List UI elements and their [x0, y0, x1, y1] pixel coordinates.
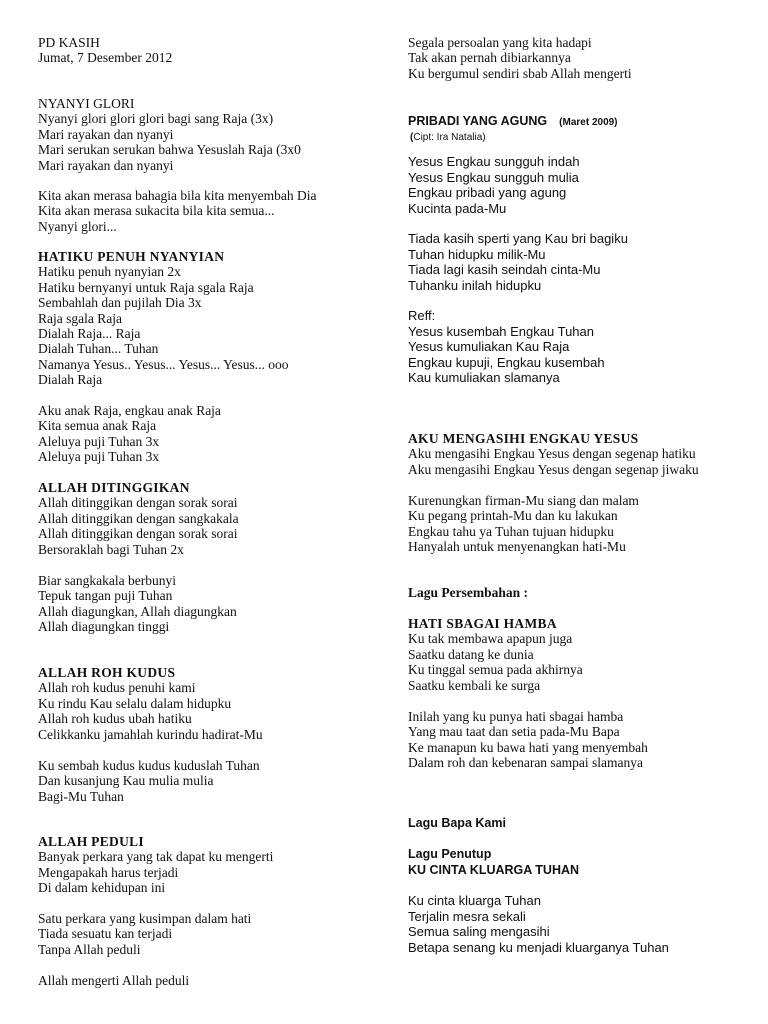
lyric-line: Tanpa Allah peduli: [38, 941, 141, 957]
song-peduli-verse-2: [38, 911, 251, 957]
lyric-line: Aku anak Raja, engkau anak Raja: [38, 403, 221, 418]
song-pribadi-verse-2: [408, 231, 628, 293]
lyric-line: Jumat, 7 Desember 2012: [38, 50, 173, 66]
song-hamba-verse-2: [408, 709, 648, 771]
lyric-line: Dialah Tuhan... Tuhan: [38, 341, 159, 357]
lyric-line: Kita akan merasa bahagia bila kita menyembah Dia: [38, 188, 317, 203]
lyric-line: PD KASIH: [38, 35, 100, 50]
lyric-line: Saatku datang ke dunia: [408, 646, 534, 662]
lyric-line: Yesus kumuliakan Kau Raja: [408, 339, 570, 354]
song-title: ALLAH PEDULI: [38, 834, 144, 849]
song-peduli: [38, 834, 273, 896]
lyric-line: Kita semua anak Raja: [38, 418, 157, 434]
lyric-line: Nyanyi glori glori glori bagi sang Raja (3x): [38, 111, 274, 127]
lyric-line: Kita akan merasa sukacita bila kita semua...: [38, 203, 275, 219]
song-nyanyi-glori: [38, 96, 301, 173]
song-title: HATIKU PENUH NYANYIAN: [38, 249, 225, 264]
lyric-line: Celikkanku jamahlah kurindu hadirat-Mu: [38, 726, 263, 742]
lyric-line: Ku cinta kluarga Tuhan: [408, 893, 541, 908]
lyric-line: Ku pegang printah-Mu dan ku lakukan: [408, 508, 618, 524]
song-title: ALLAH ROH KUDUS: [38, 665, 176, 680]
song-pribadi-reff: [408, 308, 605, 386]
lyric-line: Allah ditinggikan dengan sangkakala: [38, 510, 239, 526]
lyric-line: Yesus kusembah Engkau Tuhan: [408, 323, 594, 339]
song-hamba: [408, 616, 583, 693]
lyric-line: Yesus Engkau sungguh mulia: [408, 169, 579, 185]
lyric-line: Mari serukan serukan bahwa Yesuslah Raja (3x0: [38, 142, 301, 158]
song-nyanyi-glori-verse-2: [38, 188, 317, 234]
lyric-line: Tepuk tangan puji Tuhan: [38, 588, 173, 604]
song-title: PRIBADI YANG AGUNG: [408, 114, 548, 128]
song-hatiku-verse-2: [38, 403, 221, 465]
lyric-line: Yesus Engkau sungguh indah: [408, 154, 580, 169]
lyric-line: Dalam roh dan kebenaran sampai slamanya: [408, 755, 644, 771]
song-title: HATI SBAGAI HAMBA: [408, 616, 557, 631]
section-persembahan: [408, 585, 528, 600]
lyric-line: Banyak perkara yang tak dapat ku mengerti: [38, 849, 274, 865]
song-title: AKU MENGASIHI ENGKAU YESUS: [408, 431, 639, 446]
lyric-line: Kurenungkan firman-Mu siang dan malam: [408, 493, 639, 508]
lyric-line: Tiada kasih sperti yang Kau bri bagiku: [408, 231, 628, 246]
lyric-line: Raja sgala Raja: [38, 310, 122, 326]
lyric-line: Dialah Raja... Raja: [38, 326, 141, 342]
song-verse: [38, 264, 289, 387]
song-penutup-verse: [408, 893, 669, 955]
lyric-line: Kucinta pada-Mu: [408, 200, 507, 216]
lyric-line: Allah diagungkan tinggi: [38, 619, 170, 635]
lyric-line: Ku tak membawa apapun juga: [408, 631, 573, 647]
lyric-line: Terjalin mesra sekali: [408, 908, 526, 924]
lyric-line: Dan kusanjung Kau mulia mulia: [38, 773, 214, 789]
song-title: ALLAH DITINGGIKAN: [38, 480, 190, 495]
lyric-line: Allah ditinggikan dengan sorak sorai: [38, 526, 238, 542]
song-pribadi: [408, 112, 618, 144]
song-ditinggikan-verse-2: [38, 573, 237, 635]
song-verse: [408, 631, 583, 693]
lyric-line: Reff:: [408, 308, 436, 323]
lyric-line: Allah roh kudus ubah hatiku: [38, 711, 192, 727]
paren-open: (: [410, 131, 414, 143]
lyric-line: Mengapakah harus terjadi: [38, 864, 179, 880]
lyric-line: Engkau pribadi yang agung: [408, 185, 567, 200]
lyric-line: Di dalam kehidupan ini: [38, 880, 166, 896]
lyric-line: Dialah Raja: [38, 372, 103, 388]
song-roh-kudus: [38, 665, 263, 742]
lyric-line: Allah mengerti Allah peduli: [38, 973, 190, 988]
song-mengasihi-verse-2: [408, 493, 639, 555]
song-ditinggikan: [38, 480, 239, 557]
lyric-line: Bersoraklah bagi Tuhan 2x: [38, 541, 184, 557]
lyric-line: Saatku kembali ke surga: [408, 677, 541, 693]
lyric-line: Sembahlah dan pujilah Dia 3x: [38, 295, 202, 311]
lyric-line: Yang mau taat dan setia pada-Mu Bapa: [408, 724, 620, 740]
lyric-line: Hatiku bernyanyi untuk Raja sgala Raja: [38, 279, 254, 295]
lyric-line: Allah roh kudus penuhi kami: [38, 680, 196, 696]
section-label: Lagu Penutup: [408, 847, 492, 861]
lyric-line: Ke manapun ku bawa hati yang menyembah: [408, 739, 648, 755]
lyric-line: Tuhanku inilah hidupku: [408, 277, 542, 293]
lyric-line: Mari rayakan dan nyanyi: [38, 126, 174, 142]
song-penutup: [408, 847, 579, 878]
lyric-line: Mari rayakan dan nyanyi: [38, 157, 174, 173]
section-label: Lagu Bapa Kami: [408, 816, 506, 830]
section-label: Lagu Persembahan :: [408, 585, 529, 600]
lyric-line: Aku mengasihi Engkau Yesus dengan segenap jiwaku: [408, 461, 699, 477]
lyric-line: Tuhan hidupku milik-Mu: [408, 246, 546, 262]
song-date: (Maret 2009): [559, 117, 618, 128]
song-verse: [38, 849, 273, 895]
lyric-line: Tiada lagi kasih seindah cinta-Mu: [408, 262, 601, 277]
lyric-line: Nyanyi glori...: [38, 218, 117, 234]
lyric-line: Betapa senang ku menjadi kluarganya Tuhan: [408, 939, 669, 955]
lyric-line: Allah diagungkan, Allah diagungkan: [38, 603, 237, 619]
lyric-line: Ku bergumul sendiri sbab Allah mengerti: [408, 65, 632, 81]
lyric-line: Allah ditinggikan dengan sorak sorai: [38, 495, 238, 511]
lyric-line: Segala persoalan yang kita hadapi: [408, 35, 592, 50]
lyric-line: Ku rindu Kau selalu dalam hidupku: [38, 695, 232, 711]
song-verse: [38, 680, 263, 742]
song-composer: Cipt: Ira Natalia): [413, 131, 486, 143]
song-mengasihi: [408, 431, 699, 477]
song-verse: [408, 446, 699, 477]
lyric-line: Namanya Yesus.. Yesus... Yesus... Yesus... ooo: [38, 356, 289, 372]
lyric-line: Ku sembah kudus kudus kuduslah Tuhan: [38, 758, 260, 773]
song-verse: [38, 495, 239, 557]
lyric-line: Semua saling mengasihi: [408, 924, 550, 939]
lyric-line: Aleluya puji Tuhan 3x: [38, 433, 160, 449]
song-pribadi-verse-1: [408, 154, 580, 216]
lyric-line: Aleluya puji Tuhan 3x: [38, 449, 160, 465]
lyric-line: Biar sangkakala berbunyi: [38, 573, 176, 588]
song-title: KU CINTA KLUARGA TUHAN: [408, 862, 580, 877]
song-hatiku: [38, 249, 289, 388]
lyric-line: Bagi-Mu Tuhan: [38, 788, 124, 804]
lyric-line: Tak akan pernah dibiarkannya: [408, 50, 571, 66]
lyric-line: NYANYI GLORI: [38, 96, 135, 111]
lyric-line: Satu perkara yang kusimpan dalam hati: [38, 911, 252, 926]
lyric-line: Engkau tahu ya Tuhan tujuan hidupku: [408, 523, 614, 539]
lyric-line: Hatiku penuh nyanyian 2x: [38, 264, 181, 280]
lyric-line: Aku mengasihi Engkau Yesus dengan segenap hatiku: [408, 446, 696, 462]
song-roh-kudus-verse-2: [38, 758, 260, 804]
lyric-line: Kau kumuliakan slamanya: [408, 370, 560, 385]
song-peduli-verse-3: [38, 973, 189, 988]
lyric-line: Ku tinggal semua pada akhirnya: [408, 662, 583, 678]
lyric-line: Engkau kupuji, Engkau kusembah: [408, 354, 605, 370]
song-peduli-continued: [408, 35, 632, 81]
lyric-line: Tiada sesuatu kan terjadi: [38, 926, 173, 942]
lyric-line: Hanyalah untuk menyenangkan hati-Mu: [408, 539, 626, 555]
lyric-line: Inilah yang ku punya hati sbagai hamba: [408, 709, 624, 724]
document-header: [38, 35, 172, 66]
section-bapa-kami: [408, 816, 506, 832]
